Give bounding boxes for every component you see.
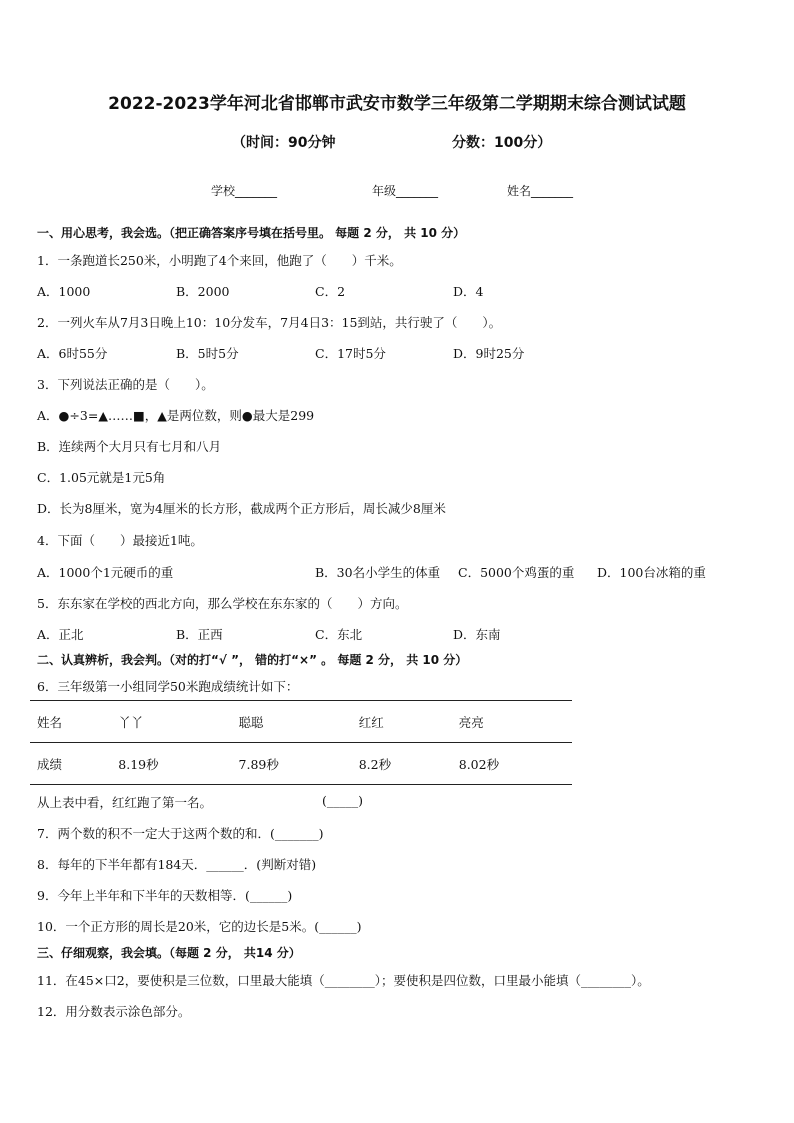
option-4d: D．100台冰箱的重	[597, 565, 706, 580]
question-1: 1．一条跑道长250米，小明跑了4个来回，他跑了（ ）千米。	[37, 253, 402, 268]
question-5: 5．东东家在学校的西北方向，那么学校在东东家的（ ）方向。	[37, 596, 408, 611]
page-title: 2022-2023学年河北省邯郸市武安市数学三年级第二学期期末综合测试试题	[108, 94, 686, 114]
option-3b: B．连续两个大月只有七月和八月	[37, 439, 222, 454]
answer-blank-6: (_____)	[322, 793, 364, 808]
option-2b: B．5时5分	[176, 346, 239, 361]
option-4c: C．5000个鸡蛋的重	[458, 565, 575, 580]
table-header-cell: 姓名	[30, 701, 111, 743]
question-9: 9．今年上半年和下半年的天数相等．(______)	[37, 888, 293, 903]
option-3a: A．●÷3=▲……■，▲是两位数，则●最大是299	[37, 408, 315, 423]
question-10: 10．一个正方形的周长是20米，它的边长是5米。(______)	[37, 919, 362, 934]
table-cell: 8.02秒	[452, 743, 572, 785]
question-12: 12．用分数表示涂色部分。	[37, 1004, 191, 1019]
school-field: 学校_______	[211, 184, 278, 198]
table-header-cell: 红红	[352, 701, 452, 743]
section-heading-2: 二、认真辨析，我会判。（对的打“√ ”， 错的打“×” 。 每题 2 分， 共 10 分）	[37, 653, 468, 667]
question-4: 4．下面（ ）最接近1吨。	[37, 533, 203, 548]
question-11: 11．在45×口2，要使积是三位数，口里最大能填（________）；要使积是四位数，口里最小能填（________）。	[37, 973, 650, 988]
score-table	[30, 700, 572, 785]
option-5c: C．东北	[315, 627, 363, 642]
question-2: 2．一列火车从7月3日晚上10：10分发车，7月4日3：15到站，共行驶了（ ）。	[37, 315, 502, 330]
option-2a: A．6时55分	[37, 346, 108, 361]
table-header-row	[30, 701, 572, 743]
option-4b: B．30名小学生的体重	[315, 565, 441, 580]
section-heading-3: 三、仔细观察，我会填。（每题 2 分， 共14 分）	[37, 946, 301, 960]
table-cell: 成绩	[30, 743, 111, 785]
option-2c: C．17时5分	[315, 346, 386, 361]
table-cell: 7.89秒	[232, 743, 352, 785]
grade-field: 年级_______	[372, 184, 439, 198]
option-5b: B．正西	[176, 627, 223, 642]
section-heading-1: 一、用心思考，我会选。（把正确答案序号填在括号里。 每题 2 分， 共 10 分）	[37, 226, 466, 240]
table-row	[30, 743, 572, 785]
table-header-cell: 丫丫	[111, 701, 231, 743]
table-header-cell: 聪聪	[232, 701, 352, 743]
option-3c: C．1.05元就是1元5角	[37, 470, 166, 485]
option-4a: A．1000个1元硬币的重	[37, 565, 174, 580]
option-1d: D．4	[453, 284, 484, 299]
table-cell: 8.19秒	[111, 743, 231, 785]
name-field: 姓名_______	[507, 184, 574, 198]
question-3: 3．下列说法正确的是（ ）。	[37, 377, 214, 392]
option-5d: D．东南	[453, 627, 501, 642]
option-5a: A．正北	[37, 627, 84, 642]
question-6-statement: 从上表中看，红红跑了第一名。	[37, 795, 213, 810]
exam-score: 分数：100分）	[452, 135, 552, 151]
question-6: 6．三年级第一小组同学50米跑成绩统计如下：	[37, 679, 299, 694]
table-header-cell: 亮亮	[452, 701, 572, 743]
table-cell: 8.2秒	[352, 743, 452, 785]
exam-time: （时间：90分钟	[232, 135, 336, 151]
option-1a: A．1000	[37, 284, 91, 299]
option-1b: B．2000	[176, 284, 230, 299]
question-8: 8．每年的下半年都有184天．______．(判断对错)	[37, 857, 317, 872]
option-1c: C．2	[315, 284, 346, 299]
option-3d: D．长为8厘米，宽为4厘米的长方形，截成两个正方形后，周长减少8厘米	[37, 501, 446, 516]
question-7: 7．两个数的积不一定大于这两个数的和．(_______)	[37, 826, 324, 841]
option-2d: D．9时25分	[453, 346, 525, 361]
